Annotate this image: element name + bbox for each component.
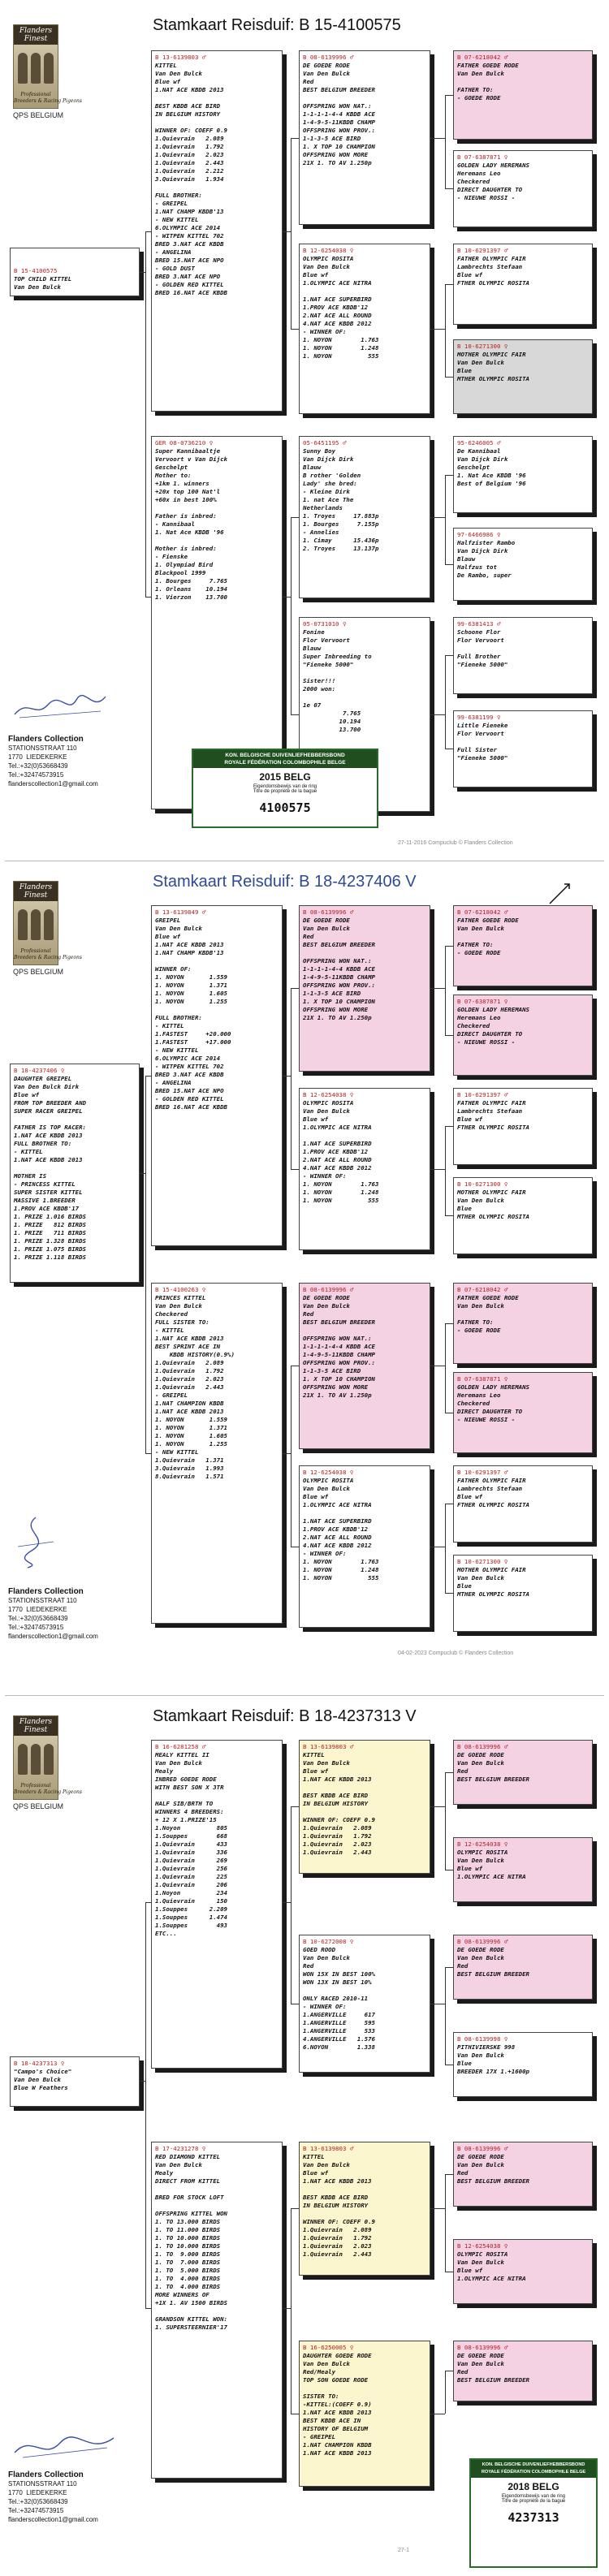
ancestor-card [453, 2341, 593, 2401]
owner-contact: STATIONSSTRAAT 110 1770 LIEDEKERKE Tel.:+32(0)53668439 Tel.:+32474573915 flanderscollection1@gmail.com [8, 744, 98, 787]
owner-name: Flanders Collection [8, 2470, 84, 2479]
connector [145, 1453, 151, 1454]
pigeon-details: FATHER GOEDE RODE Van Den Bulck FATHER TO: - GOEDE RODE [457, 1294, 519, 1334]
ring-number: B 10-6271300 ♀ [457, 1558, 508, 1565]
connector [445, 475, 453, 476]
footer-credit: 27-11-2016 Compuclub © Flanders Collection [398, 840, 513, 846]
connector [445, 2174, 446, 2272]
connector [145, 597, 151, 598]
ancestor-card [453, 339, 593, 414]
ancestor-card [453, 995, 593, 1076]
connector [283, 231, 291, 232]
pigeon-details: DE GOEDE RODE Van Den Bulck Red BEST BELGIUM BREEDER OFFSPRING WON NAT.: 1-1-1-1-4-4 KBDB ACE 1-4-9-5-11KBDB CHAMP OFFSPRING WON PROV.: 1-1-3-5 ACE BIRD 1. X TOP 10 CHAMPION OFFSPRING WON MORE 21X 1. TO AV 1.250p [303, 62, 375, 166]
footer-credit: 04-02-2023 Compuclub © Flanders Collection [398, 1650, 514, 1656]
ring-number: B 17-4231278 ♀ [155, 2145, 206, 2152]
logo-subtitle: Professional Breeders & Racing Pigeons [14, 948, 82, 960]
ancestor-card [453, 1740, 593, 1805]
qps-label: QPS BELGIUM [13, 968, 64, 976]
ancestor-card [453, 617, 593, 694]
ring-number: B 10-6272008 ♀ [303, 1938, 354, 1945]
stamp-header: KON. BELGISCHE DUIVENLIEFHEBBERSBOND ROYALE FÉDÉRATION COLOMBOPHILE BELGE [471, 2460, 596, 2478]
connector [291, 138, 292, 329]
connector [445, 1035, 453, 1036]
pedigree-section-3 [0, 1699, 609, 2576]
connector [145, 231, 151, 232]
footer-credit: 27-1 [398, 2548, 410, 2553]
ring-number: B 08-6139996 ♂ [457, 2344, 508, 2351]
pedigree-section-1 [0, 0, 609, 852]
ancestor-card [453, 2142, 593, 2207]
connector [445, 1967, 453, 1968]
pigeon-details: GOED ROOD Van Den Bulck Red WON 15X IN BEST 100% WON 13X IN BEST 10% ONLY RACED 2010-11 - WINNER OF: 1.ANGERVILLE 617 1.ANGERVILLE 595 1.ANGERVILLE 533 4.ANGERVILLE 1.576 6.NOYON 1.338 [303, 1946, 375, 2051]
pigeon-details: MOTHER OLYMPIC FAIR Van Den Bulck Blue MTHER OLYMPIC ROSITA [457, 1566, 529, 1598]
ring-number: B 18-4237406 ♀ [14, 1067, 65, 1074]
signature [11, 2430, 117, 2462]
ring-certificate-stamp [469, 2458, 598, 2568]
connector [445, 377, 453, 378]
connector [145, 1902, 151, 1903]
connector [430, 138, 445, 139]
stamp-caption: Eigendomsbewijs van de ring Titre de propriété de la bague [253, 784, 317, 794]
ring-number: B 08-6139996 ♂ [457, 2145, 508, 2152]
connector [291, 714, 299, 715]
ancestor-card [453, 150, 593, 227]
connector [445, 655, 446, 749]
dam-card [151, 1283, 283, 1624]
pigeon-details: FATHER GOEDE RODE Van Den Bulck FATHER TO: - GOEDE RODE [457, 62, 519, 101]
ring-number: B 12-6254038 ♀ [457, 2242, 508, 2250]
pigeon-details: FATHER OLYMPIC FAIR Lambrechts Stefaan Blue wf FTHER OLYMPIC ROSITA [457, 1099, 529, 1131]
subject-card [10, 2056, 140, 2107]
connector [291, 2208, 292, 2414]
pigeon-details: GOLDEN LADY HEREMANS Heremans Leo Checkered DIRECT DAUGHTER TO - NIEUWE ROSSI - [457, 1383, 529, 1423]
ring-number: B 08-6139998 ♀ [457, 2035, 508, 2043]
pigeon-details: PRINCES KITTEL Van Den Bulck Checkered FULL SISTER TO: - KITTEL 1.NAT ACE KBDB 2013 BEST SPRINT ACE IN KBDB HISTORY(0.9%) 1.Quievrain 2.089 1.Quievrain 1.792 1.Quievrain 2.023 1.Quievrain 2.443 - GREIPEL 1.NAT CHAMPION KBDB 1.NAT ACE KBDB 2013 1. NOYON 1.559 1. NOYON 1.371 1. NOYON 1.605 1. NOYON 1.255 - NEW KITTEL 1.Quievrain 1.371 3.Quievrain 1.993 8.Quievrain 1.571 [155, 1294, 235, 1480]
connector [145, 2308, 151, 2309]
logo-subtitle: Professional Breeders & Racing Pigeons [14, 92, 82, 104]
connector [445, 1323, 453, 1324]
ancestor-card [453, 2239, 593, 2304]
connector [145, 231, 146, 597]
granddam-card [299, 2341, 430, 2487]
ancestor-card [453, 1372, 593, 1453]
connector [445, 564, 453, 565]
ring-number: GER 08-0736210 ♀ [155, 439, 214, 447]
flanders-finest-logo [13, 1715, 82, 1800]
ancestor-card [453, 528, 593, 601]
connector [445, 655, 453, 656]
owner-address [8, 735, 98, 788]
ring-number: B 08-6139996 ♂ [457, 1743, 508, 1750]
flanders-finest-logo [13, 24, 82, 109]
sire-card [151, 1740, 283, 2069]
stamp-year: 2015 BELG [259, 771, 311, 783]
sire-card [151, 905, 283, 1246]
ancestor-card [453, 50, 593, 140]
connector [430, 1169, 445, 1170]
logo-photo [14, 45, 58, 84]
ancestor-card [453, 1837, 593, 1902]
pigeon-details: DE GOEDE RODE Van Den Bulck Red BEST BELGIUM BREEDER [457, 2352, 529, 2384]
corner-arrow-icon [548, 881, 572, 905]
ring-number: B 07-6218042 ♂ [457, 54, 508, 61]
connector [445, 1126, 446, 1215]
granddam-card [299, 1935, 430, 2073]
pigeon-details: KITTEL Van Den Bulck Blue wf 1.NAT ACE KBDB 2013 BEST KBDB ACE BIRD IN BELGIUM HISTORY WINNER OF: COEFF 0.9 1.Quievrain 2.089 1.Quievrain 1.792 1.Quievrain 2.023 1.Quievrain 2.443 1.Quievrain 2.212 3.Quievrain 1.934 FULL BROTHER: - GREIPEL 1.NAT CHAMP KBDB'13 - NEW KITTEL 6.OLYMPIC ACE 2014 - WITPEN KITTEL 702 BRED 3.NAT ACE KBDB - ANGELINA BRED 15.NAT ACE NPO - GOLD DUST BRED 3.NAT ACE NPO - GOLDEN RED KITTEL BRED 16.NAT ACE KBDB [155, 62, 227, 296]
granddam-card [299, 244, 430, 414]
pigeon-details: DE GOEDE RODE Van Den Bulck Red BEST BELGIUM BREEDER [457, 2153, 529, 2185]
ring-number: 05-6451195 ♂ [303, 439, 347, 447]
pigeon-details: FATHER GOEDE RODE Van Den Bulck FATHER TO: - GOEDE RODE [457, 917, 519, 956]
page-title: Stamkaart Reisduif: B 15-4100575 [153, 16, 401, 34]
connector [291, 988, 292, 1169]
pigeon-details: DE GOEDE RODE Van Den Bulck Red BEST BELGIUM BREEDER OFFSPRING WON NAT.: 1-1-1-1-4-4 KBDB ACE 1-4-9-5-11KBDB CHAMP OFFSPRING WON PROV.: 1-1-3-5 ACE BIRD 1. X TOP 10 CHAMPION OFFSPRING WON MORE 21X 1. TO AV 1.250p [303, 1294, 375, 1399]
ring-number: B 08-6139996 ♂ [457, 1938, 508, 1945]
signature [11, 1514, 60, 1571]
connector [140, 1173, 145, 1174]
connector [445, 2174, 453, 2175]
connector [445, 188, 453, 189]
pigeon-details: DE GOEDE RODE Van Den Bulck Red BEST BELGIUM BREEDER [457, 1946, 529, 1978]
ancestor-card [453, 1177, 593, 1254]
ring-number: 95-6246005 ♂ [457, 439, 501, 447]
connector [291, 1806, 292, 2004]
ancestor-card [453, 710, 593, 787]
ancestor-card [453, 436, 593, 513]
sire-card [151, 50, 283, 412]
connector [445, 1593, 453, 1594]
pigeon-details: Halfzister Rambo Van Dijck Dirk Blauw Halfzus tot De Rambo, super [457, 539, 516, 579]
pigeon-details: KITTEL Van Den Bulck Blue wf 1.NAT ACE KBDB 2013 BEST KBDB ACE BIRD IN BELGIUM HISTORY WINNER OF: COEFF 0.9 1.Quievrain 2.089 1.Quievrain 1.792 1.Quievrain 2.023 1.Quievrain 2.443 [303, 2153, 375, 2258]
pigeon-details: GOLDEN LADY HEREMANS Heremans Leo Checkered DIRECT DAUGHTER TO - NIEUWE ROSSI - [457, 1006, 529, 1046]
connector [291, 329, 299, 330]
page-title: Stamkaart Reisduif: B 18-4237406 V [153, 873, 417, 891]
ancestor-card [453, 1555, 593, 1632]
ring-number: B 07-6218042 ♂ [457, 908, 508, 916]
connector [140, 2081, 145, 2082]
connector [445, 2371, 446, 2414]
pigeon-details: RED DIAMOND KITTEL Van Den Bulck Mealy DIRECT FROM KITTEL BRED FOR STOCK LOFT OFFSPRING KITTEL WON 1. TO 13.000 BIRDS 1. TO 11.000 BIRDS 1. TO 10.000 BIRDS 1. TO 10.000 BIRDS 1. TO 9.000 BIRDS 1. TO 7.000 BIRDS 1. TO 5.000 BIRDS 1. TO 4.000 BIRDS 1. TO 4.000 BIRDS MORE WINNERS OF +1X 1. AV 1500 BIRDS GRANDSON KITTEL WON: 1. SUPERSTEERNIER'17 [155, 2153, 227, 2331]
pigeon-details: GREIPEL Van Den Bulck Blue wf 1.NAT ACE KBDB 2013 1.NAT CHAMP KBDB'13 WINNER OF: 1. NOYON 1.559 1. NOYON 1.371 1. NOYON 1.605 1. NOYON 1.255 FULL BROTHER: - KITTEL 1.FASTEST +20.000 1.FASTEST +17.000 - NEW KITTEL 6.OLYMPIC ACE 2014 - WITPEN KITTEL 702 BRED 3.NAT ACE KBDB - ANGELINA BRED 15.NAT ACE NPO - GOLDEN RED KITTEL BRED 16.NAT ACE KBDB [155, 917, 231, 1111]
connector [430, 329, 445, 330]
ring-number: B 13-6139803 ♂ [303, 2145, 354, 2152]
ring-number: B 07-6218042 ♂ [457, 1286, 508, 1293]
page-title: Stamkaart Reisduif: B 18-4237313 V [153, 1707, 417, 1725]
pigeon-details: OLYMPIC ROSITA Van Den Bulck Blue wf 1.OLYMPIC ACE NITRA 1.NAT ACE SUPERBIRD 1.PROV ACE KBDB'12 2.NAT ACE ALL ROUND 4.NAT ACE KBDB 2012 - WINNER OF: 1. NOYON 1.763 1. NOYON 1.248 1. NOYON 555 [303, 1477, 379, 1581]
ring-number: B 10-6291397 ♂ [457, 1091, 508, 1098]
ring-number: 05-0731010 ♀ [303, 620, 347, 628]
ring-number: B 12-6254038 ♀ [303, 247, 354, 254]
owner-name: Flanders Collection [8, 1587, 84, 1596]
connector [445, 284, 453, 285]
pigeon-details: MOTHER OLYMPIC FAIR Van Den Bulck Blue MTHER OLYMPIC ROSITA [457, 1189, 529, 1220]
grandsire-card [299, 1740, 430, 1874]
logo-photo [14, 901, 58, 940]
connector [445, 946, 446, 1035]
logo-title: Flanders Finest [14, 882, 58, 901]
ring-number: B 07-6387871 ♀ [457, 1375, 508, 1383]
ring-number: B 10-6271300 ♀ [457, 343, 508, 350]
connector [145, 1076, 146, 1453]
connector [445, 95, 446, 188]
pigeon-details: GOLDEN LADY HEREMANS Heremans Leo Checkered DIRECT DAUGHTER TO - NIEUWE ROSSI - [457, 162, 529, 201]
granddam-card [299, 1465, 430, 1628]
ring-certificate-stamp [192, 749, 378, 828]
ancestor-card [453, 1465, 593, 1543]
ring-number: B 10-6291397 ♂ [457, 1469, 508, 1476]
pigeon-details: OLYMPIC ROSITA Van Den Bulck Blue wf 1.OLYMPIC ACE NITRA 1.NAT ACE SUPERBIRD 1.PROV ACE KBDB'12 2.NAT ACE ALL ROUND 4.NAT ACE KBDB 2012 - WINNER OF: 1. NOYON 1.763 1. NOYON 1.248 1. NOYON 555 [303, 255, 379, 360]
stamp-header: KON. BELGISCHE DUIVENLIEFHEBBERSBOND ROYALE FÉDÉRATION COLOMBOPHILE BELGE [193, 750, 377, 768]
ring-number: B 15-4100263 ♀ [155, 1286, 206, 1293]
pigeon-details: Fonine Flor Vervoort Blauw Super Inbreeding to "Fieneke 5000" Sister!!! 2000 won: 1e 07 7.765 10.194 13.700 [303, 628, 372, 733]
connector [445, 1772, 453, 1773]
pigeon-details: DAUGHTER GOEDE RODE Van Den Bulck Red/Mealy TOP SON GOEDE RODE SISTER TO: -KITTEL:(COEFF 0.9) 1.NAT ACE KBDB 2013 BEST KBDB ACE IN HISTORY OF BELGIUM - GREIPEL 1.NAT CHAMPION KBDB 1.NAT ACE KBDB 2013 [303, 2352, 372, 2457]
pigeon-details: OLYMPIC ROSITA Van Den Bulck Blue wf 1.OLYMPIC ACE NITRA 1.NAT ACE SUPERBIRD 1.PROV ACE KBDB'12 2.NAT ACE ALL ROUND 4.NAT ACE KBDB 2012 - WINNER OF: 1. NOYON 1.763 1. NOYON 1.248 1. NOYON 555 [303, 1099, 379, 1204]
connector [445, 1870, 453, 1871]
owner-address [8, 1587, 98, 1641]
connector [283, 1076, 291, 1077]
ancestor-card [453, 1935, 593, 2000]
grandsire-card [299, 905, 430, 1072]
ancestor-card [453, 1283, 593, 1364]
ring-number: B 12-6254038 ♀ [303, 1091, 354, 1098]
pigeon-details: KITTEL Van Den Bulck Blue wf 1.NAT ACE KBDB 2013 BEST KBDB ACE BIRD IN BELGIUM HISTORY WINNER OF: COEFF 0.9 1.Quievrain 2.089 1.Quievrain 1.792 1.Quievrain 2.023 1.Quievrain 2.443 [303, 1751, 375, 1856]
connector [291, 1806, 299, 1807]
pigeon-details: OLYMPIC ROSITA Van Den Bulck Blue wf 1.OLYMPIC ACE NITRA [457, 1849, 526, 1880]
connector [445, 1772, 446, 1870]
subject-card [10, 248, 140, 296]
owner-address [8, 2470, 98, 2524]
connector [430, 1806, 445, 1807]
qps-label: QPS BELGIUM [13, 1802, 64, 1810]
ring-number: B 07-6387871 ♀ [457, 153, 508, 161]
pigeon-details: Schoone Flor Flor Vervoort Full Brother "Fieneke 5000" [457, 628, 508, 668]
pigeon-details: MEALY KITTEL II Van Den Bulck Mealy INBRED GOEDE RODE WITH BEST SON X 3TR HALF SIB/BRTH TO WINNERS 4 BREEDERS: + 12 X 1.PRIZE'15 1.Noyon 805 1.Souppes 668 1.Quievrain 433 1.Quievrain 336 1.Quievrain 269 1.Quievrain 256 1.Quievrain 225 1.Quievrain 206 1.Noyon 234 1.Quievrain 150 1.Souppes 2.209 1.Souppes 1.474 1.Souppes 493 ETC... [155, 1751, 227, 1937]
stamp-ring-number: 4237313 [508, 2510, 559, 2525]
connector [283, 597, 291, 598]
connector [283, 1902, 291, 1903]
dam-card [151, 2142, 283, 2479]
connector [145, 1076, 151, 1077]
ring-number: 99-6381413 ♂ [457, 620, 501, 628]
pigeon-details: OLYMPIC ROSITA Van Den Bulck Blue wf 1.OLYMPIC ACE NITRA [457, 2250, 526, 2282]
ring-number: B 18-4237313 ♀ [14, 2060, 65, 2067]
signature [11, 690, 109, 723]
logo-photo [14, 1736, 58, 1775]
connector [430, 2208, 445, 2209]
pigeon-details: Little Fieneke Flor Vervoort Full Sister "Fieneke 5000" [457, 722, 508, 762]
connector [445, 1215, 453, 1216]
ancestor-card [453, 1088, 593, 1165]
ring-number: B 10-6271300 ♀ [457, 1180, 508, 1188]
ring-number: B 13-6139803 ♂ [303, 1743, 354, 1750]
connector [283, 2308, 291, 2309]
connector [445, 1967, 446, 2065]
pigeon-details: FATHER OLYMPIC FAIR Lambrechts Stefaan Blue wf FTHER OLYMPIC ROSITA [457, 255, 529, 287]
ring-number: 99-6381199 ♀ [457, 714, 501, 721]
subject-card [10, 1064, 140, 1283]
connector [430, 517, 445, 518]
pigeon-details: TOP CHILD KITTEL Van Den Bulck [14, 275, 72, 291]
grandsire-card [299, 436, 430, 598]
ring-number: 97-6466986 ♀ [457, 531, 501, 538]
ring-number: B 08-6139996 ♂ [303, 54, 354, 61]
flanders-finest-logo [13, 881, 82, 965]
logo-title: Flanders Finest [14, 1716, 58, 1736]
grandsire-card [299, 50, 430, 225]
connector [291, 2208, 299, 2209]
connector [445, 95, 453, 96]
pigeon-details: DAUGHTER GREIPEL Van Den Bulck Dirk Blue wf FROM TOP BREEDER AND SUPER RACER GREIPEL FATHER IS TOP RACER: 1.NAT ACE KBDB 2013 FULL BROTHER TO: - KITTEL 1.NAT ACE KBDB 2013 MOTHER IS - PRINCESS KITTEL SUPER SISTER KITTEL MASSIVE 1.BREEDER 1.PROV ACE KBDB'17 1. PRIZE 1.016 BIRDS 1. PRIZE 812 BIRDS 1. PRIZE 711 BIRDS 1. PRIZE 1.328 BIRDS 1. PRIZE 1.075 BIRDS 1. PRIZE 1.118 BIRDS [14, 1075, 86, 1261]
owner-name: Flanders Collection [8, 735, 84, 744]
pigeon-details: De Kannibaal Van Dijck Dirk Geschelpt 1. Nat Ace KBDB '96 Best of Belgium '96 [457, 447, 526, 487]
grandsire-card [299, 1283, 430, 1449]
connector [145, 1902, 146, 2308]
ring-number: B 15-4100575 [14, 267, 58, 274]
pigeon-details: MOTHER OLYMPIC FAIR Van Den Bulck Blue MTHER OLYMPIC ROSITA [457, 351, 529, 382]
connector [445, 946, 453, 947]
owner-contact: STATIONSSTRAAT 110 1770 LIEDEKERKE Tel.:+32(0)53668439 Tel.:+32474573915 flanderscollection1@gmail.com [8, 1597, 98, 1640]
granddam-card [299, 1088, 430, 1250]
ancestor-card [453, 2032, 593, 2097]
stamp-ring-number: 4100575 [259, 800, 311, 815]
qps-label: QPS BELGIUM [13, 111, 64, 119]
pigeon-details: Sunny Boy Van Dijck Dirk Blauw B rother 'Golden Lady' she bred: - Kleine Dirk 1. nat Ace The Netherlands 1. Troyes 17.883p 1. Bourges 7.155p - Annelies 1. Cimay 15.436p 2. Troyes 13.137p [303, 447, 379, 552]
pigeon-details: DE GOEDE RODE Van Den Bulck Red BEST BELGIUM BREEDER OFFSPRING WON NAT.: 1-1-1-1-4-4 KBDB ACE 1-4-9-5-11KBDB CHAMP OFFSPRING WON PROV.: 1-1-3-5 ACE BIRD 1. X TOP 10 CHAMPION OFFSPRING WON MORE 21X 1. TO AV 1.250p [303, 917, 375, 1021]
pigeon-details: "Campo's Choice" Van Den Bulck Blue W Feathers [14, 2068, 72, 2091]
ring-number: B 12-6254038 ♀ [457, 1840, 508, 1848]
ring-number: B 12-6254038 ♀ [303, 1469, 354, 1476]
connector [291, 517, 299, 518]
ring-number: B 13-6139849 ♂ [155, 908, 206, 916]
connector [445, 1126, 453, 1127]
connector [140, 272, 145, 273]
ancestor-card [453, 905, 593, 986]
connector [291, 138, 299, 139]
connector [283, 1453, 291, 1454]
connector [291, 517, 292, 714]
connector [445, 1504, 446, 1593]
ring-number: B 08-6139996 ♂ [303, 908, 354, 916]
connector [430, 988, 445, 989]
pigeon-details: PITHIVIERSKE 998 Van Den Bulck Blue BREEDER 17X 1.+1600p [457, 2043, 529, 2075]
stamp-caption: Eigendomsbewijs van de ring Titre de propriété de la bague [501, 2494, 566, 2504]
ring-number: B 16-6250005 ♀ [303, 2344, 354, 2351]
logo-title: Flanders Finest [14, 25, 58, 45]
ring-number: B 16-6281258 ♂ [155, 1743, 206, 1750]
connector [291, 1169, 299, 1170]
pigeon-details: FATHER OLYMPIC FAIR Lambrechts Stefaan Blue wf FTHER OLYMPIC ROSITA [457, 1477, 529, 1508]
logo-subtitle: Professional Breeders & Racing Pigeons [14, 1783, 82, 1795]
connector [445, 475, 446, 564]
pigeon-details: DE GOEDE RODE Van Den Bulck Red BEST BELGIUM BREEDER [457, 1751, 529, 1783]
stamp-year: 2018 BELG [508, 2481, 559, 2492]
ring-number: B 08-6139996 ♂ [303, 1286, 354, 1293]
connector [291, 988, 299, 989]
ancestor-card [453, 244, 593, 325]
connector [291, 1366, 292, 1547]
connector [445, 1323, 446, 1413]
ring-number: B 07-6387871 ♀ [457, 998, 508, 1005]
pedigree-section-2 [0, 865, 609, 1685]
section-divider [5, 1695, 604, 1696]
owner-contact: STATIONSSTRAAT 110 1770 LIEDEKERKE Tel.:+32(0)53668439 Tel.:+32474573915 flanderscollection1@gmail.com [8, 2480, 98, 2523]
ring-number: B 13-6139803 ♂ [155, 54, 206, 61]
connector [445, 284, 446, 377]
grandsire-card [299, 2142, 430, 2276]
pigeon-details: Super Kannibaaltje Vervoort v Van Dijck Geschelpt Mother to: +1km 1. winners +20x top 100 Nat'l +60x in best 100% Father is inbred: - Kannibaal 1. Nat Ace KBDB '96 Mother is inbred: - Fienske 1. Olympiad Bird Blackpool 1999 1. Bourges 7.765 1. Orleans 10.194 1. Vierzon 13.700 [155, 447, 227, 601]
ring-number: B 10-6291397 ♂ [457, 247, 508, 254]
connector [430, 714, 445, 715]
